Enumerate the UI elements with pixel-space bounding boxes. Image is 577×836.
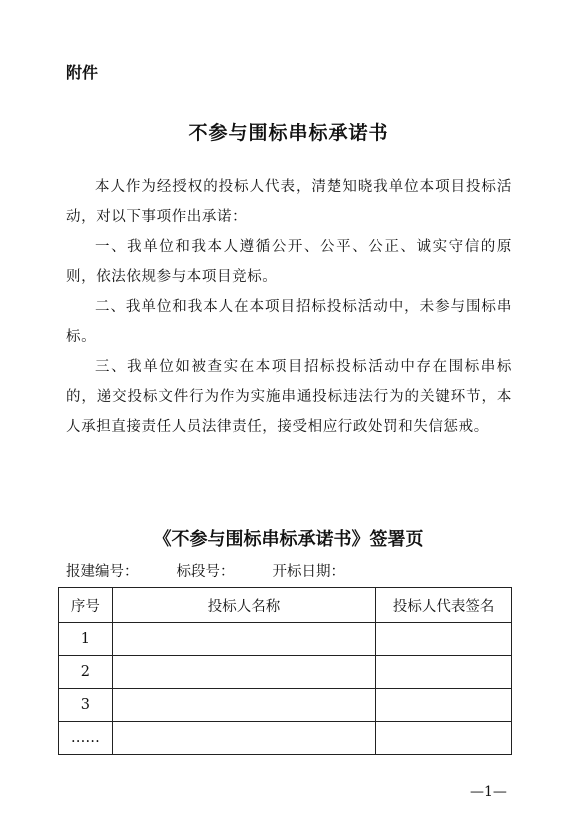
header-bidder-name: 投标人名称 — [112, 588, 375, 623]
header-rep-signature: 投标人代表签名 — [376, 588, 512, 623]
paragraph-item-2: 二、我单位和我本人在本项目招标投标活动中，未参与围标串标。 — [66, 299, 512, 345]
section-no-label: 标段号： — [176, 564, 235, 580]
commitment-body — [66, 172, 512, 442]
bidder-name-cell[interactable] — [112, 722, 375, 755]
document-title: 不参与围标串标承诺书 — [188, 122, 389, 144]
table-row — [59, 689, 512, 722]
header-serial: 序号 — [59, 588, 113, 623]
signature-page-title: 《不参与围标串标承诺书》签署页 — [153, 529, 424, 550]
signature-cell[interactable] — [376, 656, 512, 689]
table-row — [59, 623, 512, 656]
table-header-row — [59, 588, 512, 623]
bidder-name-cell[interactable] — [112, 623, 375, 656]
paragraph-item-1: 一、我单位和我本人遵循公开、公平、公正、诚实守信的原则，依法依规参与本项目竞标。 — [66, 239, 512, 285]
report-no-label: 报建编号： — [66, 564, 139, 580]
signature-info-line — [66, 560, 512, 581]
table-row — [59, 656, 512, 689]
paragraph-item-3: 三、我单位如被查实在本项目招标投标活动中存在围标串标的，递交投标文件行为作为实施串通投标违法行为的关键环节，本人承担直接责任人员法律责任，接受相应行政处罚和失信惩戒。 — [66, 359, 512, 435]
attachment-label: 附件 — [66, 63, 99, 82]
open-date-label: 开标日期： — [272, 564, 345, 580]
table-row — [59, 722, 512, 755]
row-serial: …… — [59, 722, 113, 755]
row-serial: 1 — [59, 623, 113, 656]
signature-cell[interactable] — [376, 689, 512, 722]
signature-cell[interactable] — [376, 722, 512, 755]
bidder-name-cell[interactable] — [112, 656, 375, 689]
bidder-name-cell[interactable] — [112, 689, 375, 722]
page-number: —1— — [470, 784, 507, 800]
paragraph-intro: 本人作为经授权的投标人代表，清楚知晓我单位本项目投标活动，对以下事项作出承诺： — [66, 179, 512, 225]
row-serial: 2 — [59, 656, 113, 689]
signature-cell[interactable] — [376, 623, 512, 656]
signature-table — [58, 587, 512, 755]
row-serial: 3 — [59, 689, 113, 722]
